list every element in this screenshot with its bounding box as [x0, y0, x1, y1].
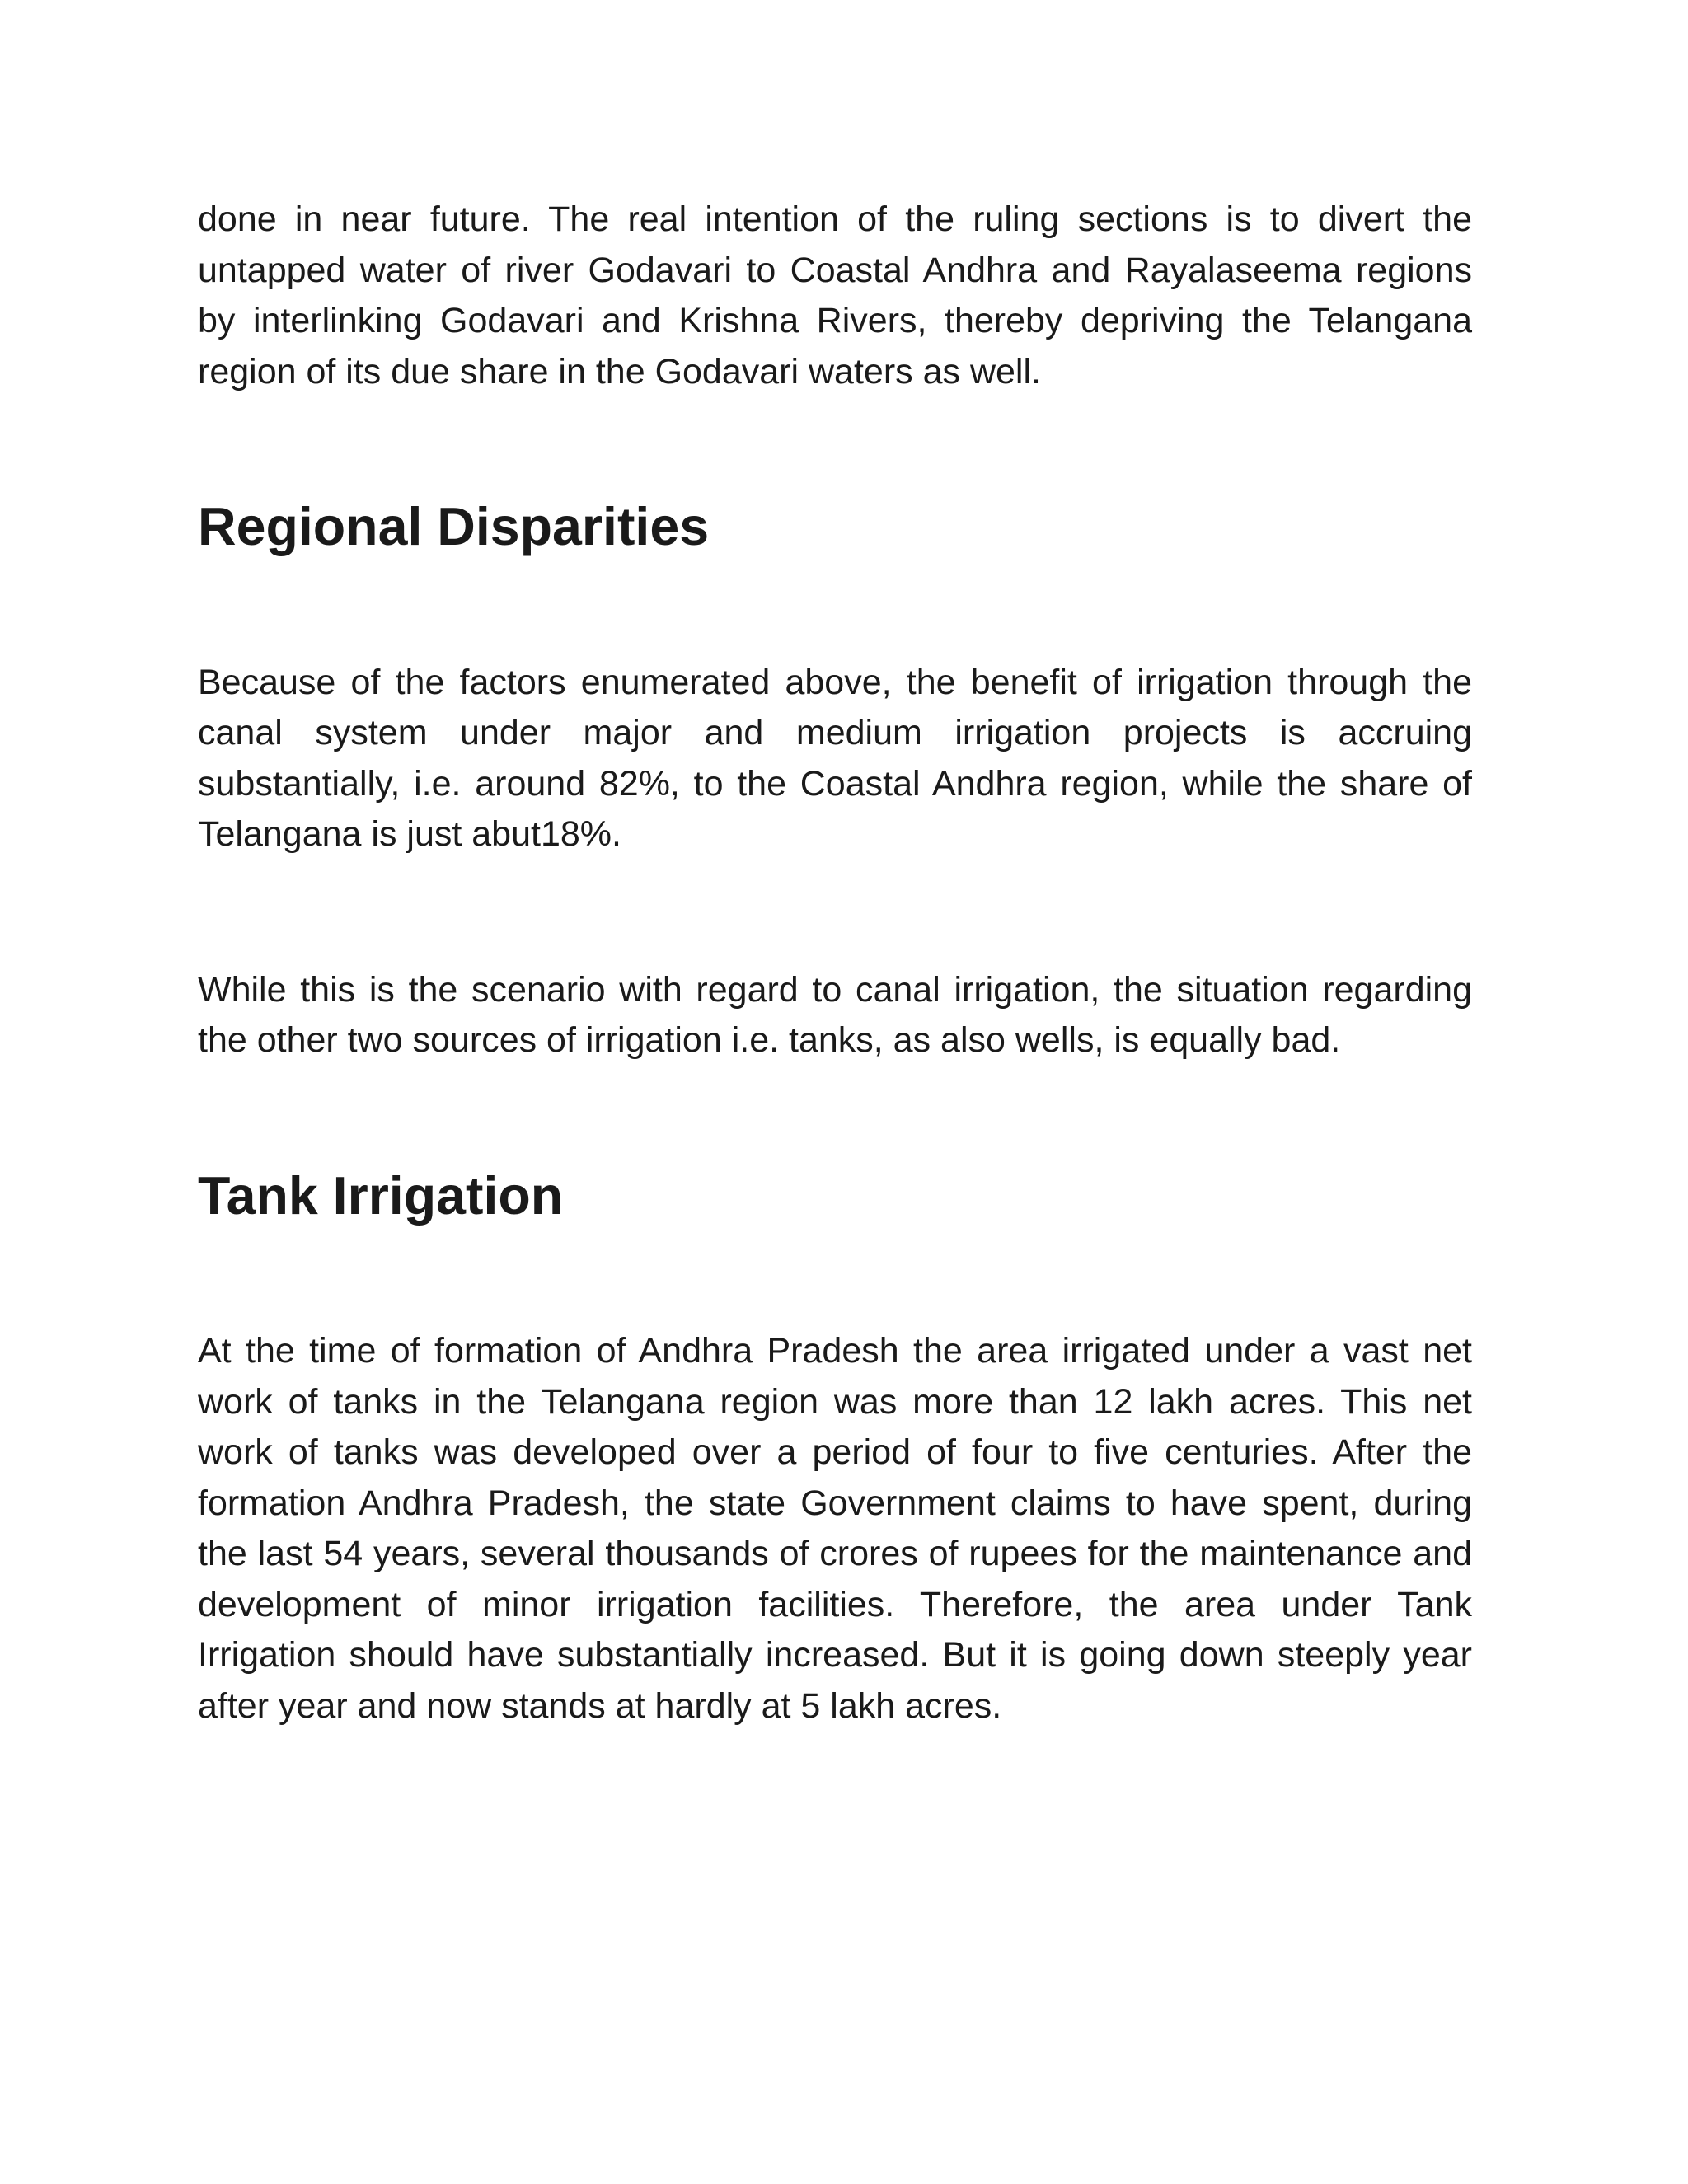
paragraph-intro: done in near future. The real intention of the ruling sections is to divert the untapped water of river Godavari to Coastal Andhra and Rayalaseema regions by interlinking Godavari and Krishna Rivers, thereby depriving the Telangana region of its due share in the Godavari waters as well. [198, 199, 1472, 391]
heading-tank-irrigation: Tank Irrigation [198, 1165, 564, 1226]
paragraph-tank-irrigation: At the time of formation of Andhra Pradesh the area irrigated under a vast net work of tanks in the Telangana region was more than 12 lakh acres. This net work of tanks was developed over a period of four to five centuries. After the formation Andhra Pradesh, the state Government claims to have spent, during the last 54 years, several thousands of crores of rupees for the maintenance and development of minor irrigation facilities. Therefore, the area under Tank Irrigation should have substantially increased. But it is going down steeply year after year and now stands at hardly at 5 lakh acres. [198, 1331, 1472, 1726]
paragraph-regional-other-sources: While this is the scenario with regard to canal irrigation, the situation regarding the other two sources of irrigation i.e. tanks, as also wells, is equally bad. [198, 969, 1472, 1060]
document-body [198, 194, 1472, 1732]
paragraph-regional-canal-share: Because of the factors enumerated above, the benefit of irrigation through the canal system under major and medium irrigation projects is accruing substantially, i.e. around 82%, to the Coastal Andhra region, while the share of Telangana is just abut18%. [198, 662, 1472, 854]
heading-regional-disparities: Regional Disparities [198, 497, 710, 556]
